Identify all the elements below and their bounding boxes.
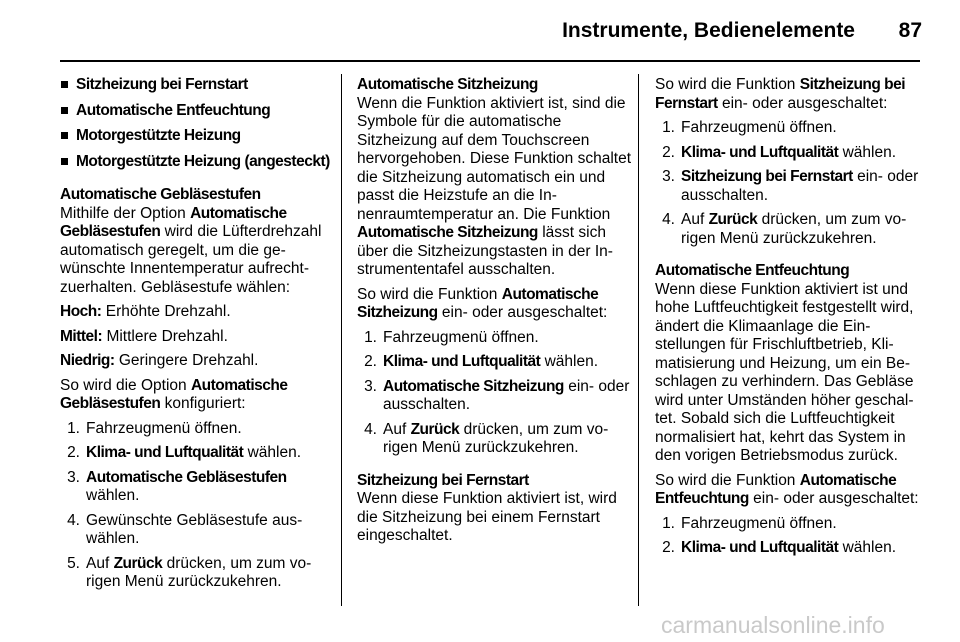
list-item: Sitzheizung bei Fernstart xyxy=(60,76,332,95)
paragraph: Mithilfe der Option Automatische Gebläsestufen wird die Lüfterdrehzahl automatisch geregelt, um die gewünschte Innentemperatur aufrechtzuerhalten. Gebläsestufe wählen: xyxy=(60,204,322,296)
page-number: 87 xyxy=(898,19,922,42)
list-item: 2. Klima- und Luftqualität wählen. xyxy=(67,444,301,461)
paragraph: Niedrig: Geringere Drehzahl. xyxy=(60,352,259,369)
list-item: Motorgestützte Heizung xyxy=(60,127,332,146)
list-item: 2. Klima- und Luftqualität wählen. xyxy=(662,143,896,161)
page-header xyxy=(0,0,960,64)
list-item: 4. Gewünschte Gebläsestufe auswählen. xyxy=(67,511,303,547)
list-item: 1. Fahrzeugmenü öffnen. xyxy=(364,328,539,346)
paragraph: So wird die Funktion Sitzheizung bei Fernstart ein- oder ausgeschaltet: xyxy=(655,76,906,112)
list-item: 3. Automatische Sitzheizung ein- oder ausschalten. xyxy=(364,377,630,413)
column-divider xyxy=(638,74,639,606)
list-item: 1. Fahrzeugmenü öffnen. xyxy=(67,419,242,437)
section-heading: Sitzheizung bei Fernstart xyxy=(357,471,529,489)
list-item: 3. Sitzheizung bei Fernstart ein- oder ausschalten. xyxy=(662,168,919,204)
paragraph: Mittel: Mittlere Drehzahl. xyxy=(60,327,228,345)
section-heading: Automatische Sitzheizung xyxy=(357,76,538,93)
column-divider xyxy=(341,74,342,606)
list-item: 2. Klima- und Luftqualität wählen. xyxy=(662,539,896,556)
paragraph: So wird die Funktion Automatische Entfeuchtung ein- oder ausgeschaltet: xyxy=(655,471,919,507)
column-right xyxy=(655,76,923,564)
paragraph: So wird die Option Automatische Gebläsestufen konfiguriert: xyxy=(60,376,288,412)
section-heading: Automatische Gebläsestufen xyxy=(60,186,261,203)
paragraph: So wird die Funktion Automatische Sitzheizung ein- oder ausgeschaltet: xyxy=(357,285,608,321)
list-item: 1. Fahrzeugmenü öffnen. xyxy=(662,514,837,532)
list-item: 5. Auf Zurück drücken, um zum vorigen Menü zurückzukehren. xyxy=(67,554,312,590)
header-rule xyxy=(60,60,920,62)
paragraph: Wenn diese Funktion aktiviert ist, wird die Sitzheizung bei einem Fernstart eingeschaltet. xyxy=(357,490,617,544)
page-title: Instrumente, Bedienelemente xyxy=(562,19,855,42)
section-heading: Automatische Entfeuchtung xyxy=(655,262,850,279)
column-middle xyxy=(357,76,631,552)
list-item: 2. Klima- und Luftqualität wählen. xyxy=(364,353,598,370)
paragraph: Wenn die Funktion aktiviert ist, sind die Symbole für die automatische Sitzheizung auf dem Touchscreen hervorgehoben. Diese Funktion schaltet die Sitzheizung automatisch ein und passt die Heizstufe an die Innenraumtemperatur an. Die Funktion Automatische Sitzheizung lässt sich über die Sitzheizungstasten in der Instrumententafel ausschalten. xyxy=(357,94,631,278)
list-item: 4. Auf Zurück drücken, um zum vorigen Menü zurückzukehren. xyxy=(364,420,609,456)
column-left xyxy=(60,76,332,598)
list-item: Automatische Entfeuchtung xyxy=(60,102,332,121)
list-item: 4. Auf Zurück drücken, um zum vorigen Menü zurückzukehren. xyxy=(662,211,907,247)
list-item: 3. Automatische Gebläsestufen wählen. xyxy=(67,468,287,504)
watermark: carmanualsonline.info xyxy=(661,612,885,638)
paragraph: Wenn diese Funktion aktiviert ist und hohe Luftfeuchtigkeit festgestellt wird, ändert die Klimaanlage die Einstellungen für Frischluftbetrieb, Klimatisierung und Heizung, um ein Beschlagen zu verhindern. Das Gebläse wird unter Umständen höher geschaltet. Sobald sich die Luftfeuchtigkeit normalisiert hat, kehrt das System in den vorigen Betriebsmodus zurück. xyxy=(655,280,914,464)
paragraph: Hoch: Erhöhte Drehzahl. xyxy=(60,303,231,320)
list-item: Motorgestützte Heizung (angesteckt) xyxy=(60,153,332,172)
list-item: 1. Fahrzeugmenü öffnen. xyxy=(662,119,837,136)
